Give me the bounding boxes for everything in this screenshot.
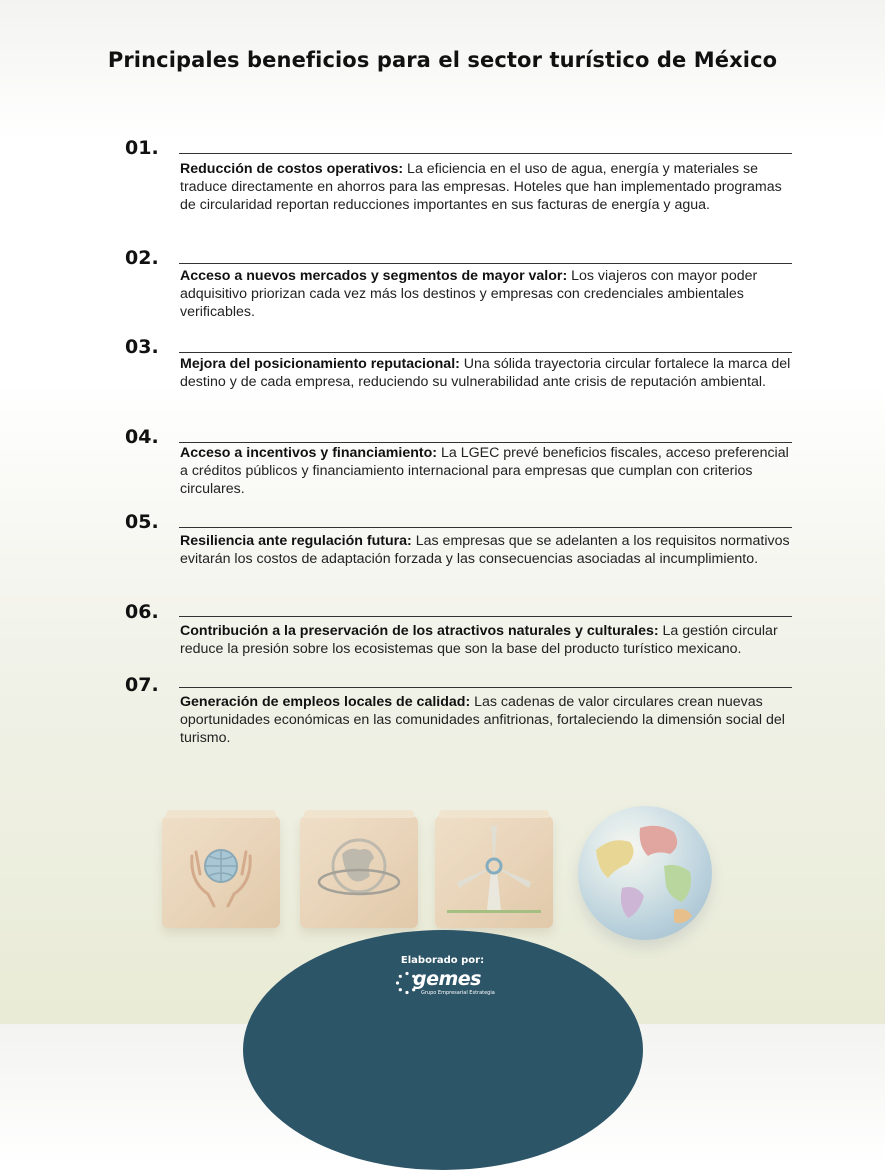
- benefit-heading: Acceso a incentivos y financiamiento:: [180, 445, 438, 461]
- wooden-cube-earth: [300, 816, 418, 928]
- footer-panel: [243, 930, 643, 1170]
- wooden-cube-wind-turbine: [435, 816, 553, 928]
- benefit-text: Las empresas que se adelanten a los requisitos normativos evitarán los costos de adaptación forzada y las consecuencias asociadas al incumplimiento.: [180, 533, 790, 567]
- divider: [179, 263, 792, 264]
- benefit-text: La LGEC prevé beneficios fiscales, acceso preferencial a créditos públicos y financiamiento internacional para empresas que cumplan con criterios circulares.: [180, 445, 789, 497]
- benefit-text: La eficiencia en el uso de agua, energía y materiales se traduce directamente en ahorros para las empresas. Hoteles que han implementado programas de circularidad reportan reducciones importantes en sus facturas de energía y agua.: [180, 161, 782, 213]
- divider: [179, 153, 792, 154]
- divider: [179, 527, 792, 528]
- continents-shape: [578, 806, 712, 940]
- benefit-number: 07.: [125, 674, 159, 696]
- benefit-text: La gestión circular reduce la presión sobre los ecosistemas que son la base del producto turístico mexicano.: [180, 623, 778, 657]
- benefit-description: [180, 267, 795, 321]
- footer-label: Elaborado por:: [400, 955, 485, 966]
- benefit-description: [180, 160, 795, 214]
- benefit-description: [180, 693, 795, 747]
- benefit-heading: Resiliencia ante regulación futura:: [180, 533, 412, 549]
- divider: [179, 616, 792, 617]
- divider: [179, 352, 792, 353]
- benefit-description: [180, 532, 795, 568]
- benefit-text: Una sólida trayectoria circular fortalece la marca del destino y de cada empresa, reduciendo su vulnerabilidad ante crisis de reputación ambiental.: [180, 356, 791, 390]
- wooden-cube-hands-globe: [162, 816, 280, 928]
- benefit-number: 02.: [125, 247, 159, 269]
- benefit-text: Las cadenas de valor circulares crean nuevas oportunidades económicas en las comunidades anfitrionas, fortaleciendo la dimensión social del turismo.: [180, 694, 785, 746]
- earth-orbit-icon: [300, 816, 418, 928]
- wind-turbine-icon: [435, 816, 553, 928]
- benefit-heading: Mejora del posicionamiento reputacional:: [180, 356, 460, 372]
- benefit-text: Los viajeros con mayor poder adquisitivo priorizan cada vez más los destinos y empresas con credenciales ambientales verificables.: [180, 268, 758, 320]
- benefit-heading: Reducción de costos operativos:: [180, 161, 404, 177]
- benefit-number: 03.: [125, 336, 159, 358]
- benefit-heading: Acceso a nuevos mercados y segmentos de mayor valor:: [180, 268, 568, 284]
- logo-tagline: Grupo Empresarial Estrategia: [421, 990, 495, 996]
- benefit-number: 04.: [125, 426, 159, 448]
- benefit-description: [180, 622, 795, 658]
- benefit-heading: Contribución a la preservación de los atractivos naturales y culturales:: [180, 623, 659, 639]
- divider: [179, 687, 792, 688]
- benefit-number: 05.: [125, 511, 159, 533]
- benefit-number: 06.: [125, 601, 159, 623]
- world-globe: [578, 806, 712, 940]
- page-title: Principales beneficios para el sector turístico de México: [107, 48, 778, 72]
- benefit-number: 01.: [125, 137, 159, 159]
- benefit-description: [180, 444, 795, 498]
- gemes-logo: [393, 968, 493, 1008]
- hands-globe-icon: [162, 816, 280, 928]
- logo-wordmark: gemes: [413, 968, 481, 990]
- benefit-heading: Generación de empleos locales de calidad:: [180, 694, 471, 710]
- benefit-description: [180, 355, 795, 391]
